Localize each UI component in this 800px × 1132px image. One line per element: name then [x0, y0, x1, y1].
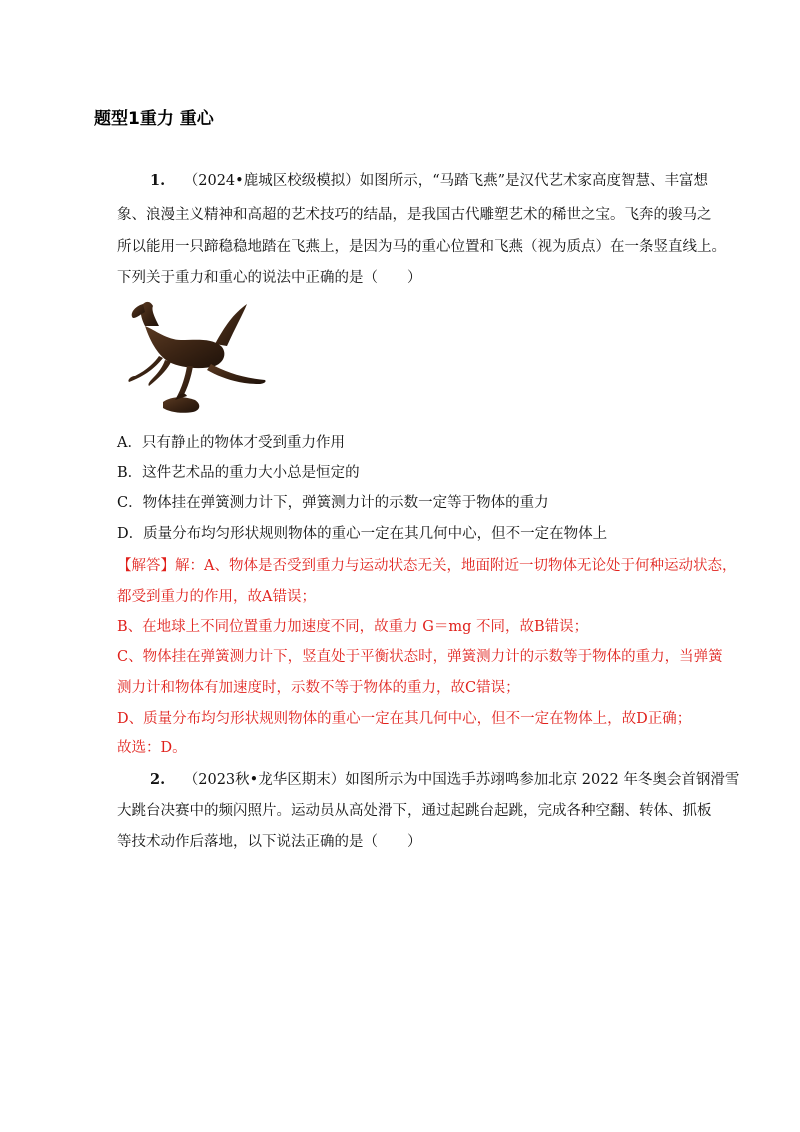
answer-line-2: 都受到重力的作用，故A错误； — [117, 589, 316, 605]
q1-option-c: C．物体挂在弹簧测力计下，弹簧测力计的示数一定等于物体的重力 — [117, 495, 549, 511]
answer-line-1: 【解答】解：A、物体是否受到重力与运动状态无关，地面附近一切物体无论处于何种运动状态， — [117, 558, 737, 574]
q1-text-1: （2024•鹿城区校级模拟）如图所示，“马踏飞燕”是汉代艺术家高度智慧、丰富想 — [183, 173, 709, 189]
q1-number: 1. — [150, 172, 166, 189]
q1-option-d: D．质量分布均匀形状规则物体的重心一定在其几何中心，但不一定在物体上 — [117, 526, 608, 542]
answer-line-3: B、在地球上不同位置重力加速度不同，故重力 G＝mg 不同，故B错误； — [117, 619, 589, 635]
q1-line-4: 下列关于重力和重心的说法中正确的是（ ） — [117, 270, 422, 286]
q2-line-1 — [150, 770, 739, 790]
q2-line-3: 等技术动作后落地，以下说法正确的是（ ） — [117, 834, 422, 850]
answer-line-6: D、质量分布均匀形状规则物体的重心一定在其几何中心，但不一定在物体上，故D正确； — [117, 711, 692, 727]
q1-line-2: 象、浪漫主义精神和高超的艺术技巧的结晶，是我国古代雕塑艺术的稀世之宝。飞奔的骏马之 — [117, 207, 712, 223]
answer-line-5: 测力计和物体有加速度时，示数不等于物体的重力，故C错误； — [117, 680, 520, 696]
q1-line-1 — [150, 171, 708, 191]
q1-option-a: A．只有静止的物体才受到重力作用 — [117, 435, 345, 451]
q2-line-2: 大跳台决赛中的频闪照片。运动员从高处滑下，通过起跳台起跳，完成各种空翻、转体、抓板 — [117, 803, 712, 819]
q2-number: 2. — [150, 771, 166, 788]
q2-text-1: （2023秋•龙华区期末）如图所示为中国选手苏翊鸣参加北京 2022 年冬奥会首钢滑雪 — [183, 772, 740, 788]
answer-line-4: C、物体挂在弹簧测力计下，竖直处于平衡状态时，弹簧测力计的示数等于物体的重力，当弹簧 — [117, 649, 723, 665]
horse-statue-image — [115, 296, 279, 416]
q1-line-3: 所以能用一只蹄稳稳地踏在飞燕上，是因为马的重心位置和飞燕（视为质点）在一条竖直线上。 — [117, 239, 726, 255]
section-title: 题型1重力 重心 — [94, 109, 214, 129]
q1-option-b: B．这件艺术品的重力大小总是恒定的 — [117, 465, 360, 481]
answer-line-7: 故选：D。 — [117, 740, 187, 756]
